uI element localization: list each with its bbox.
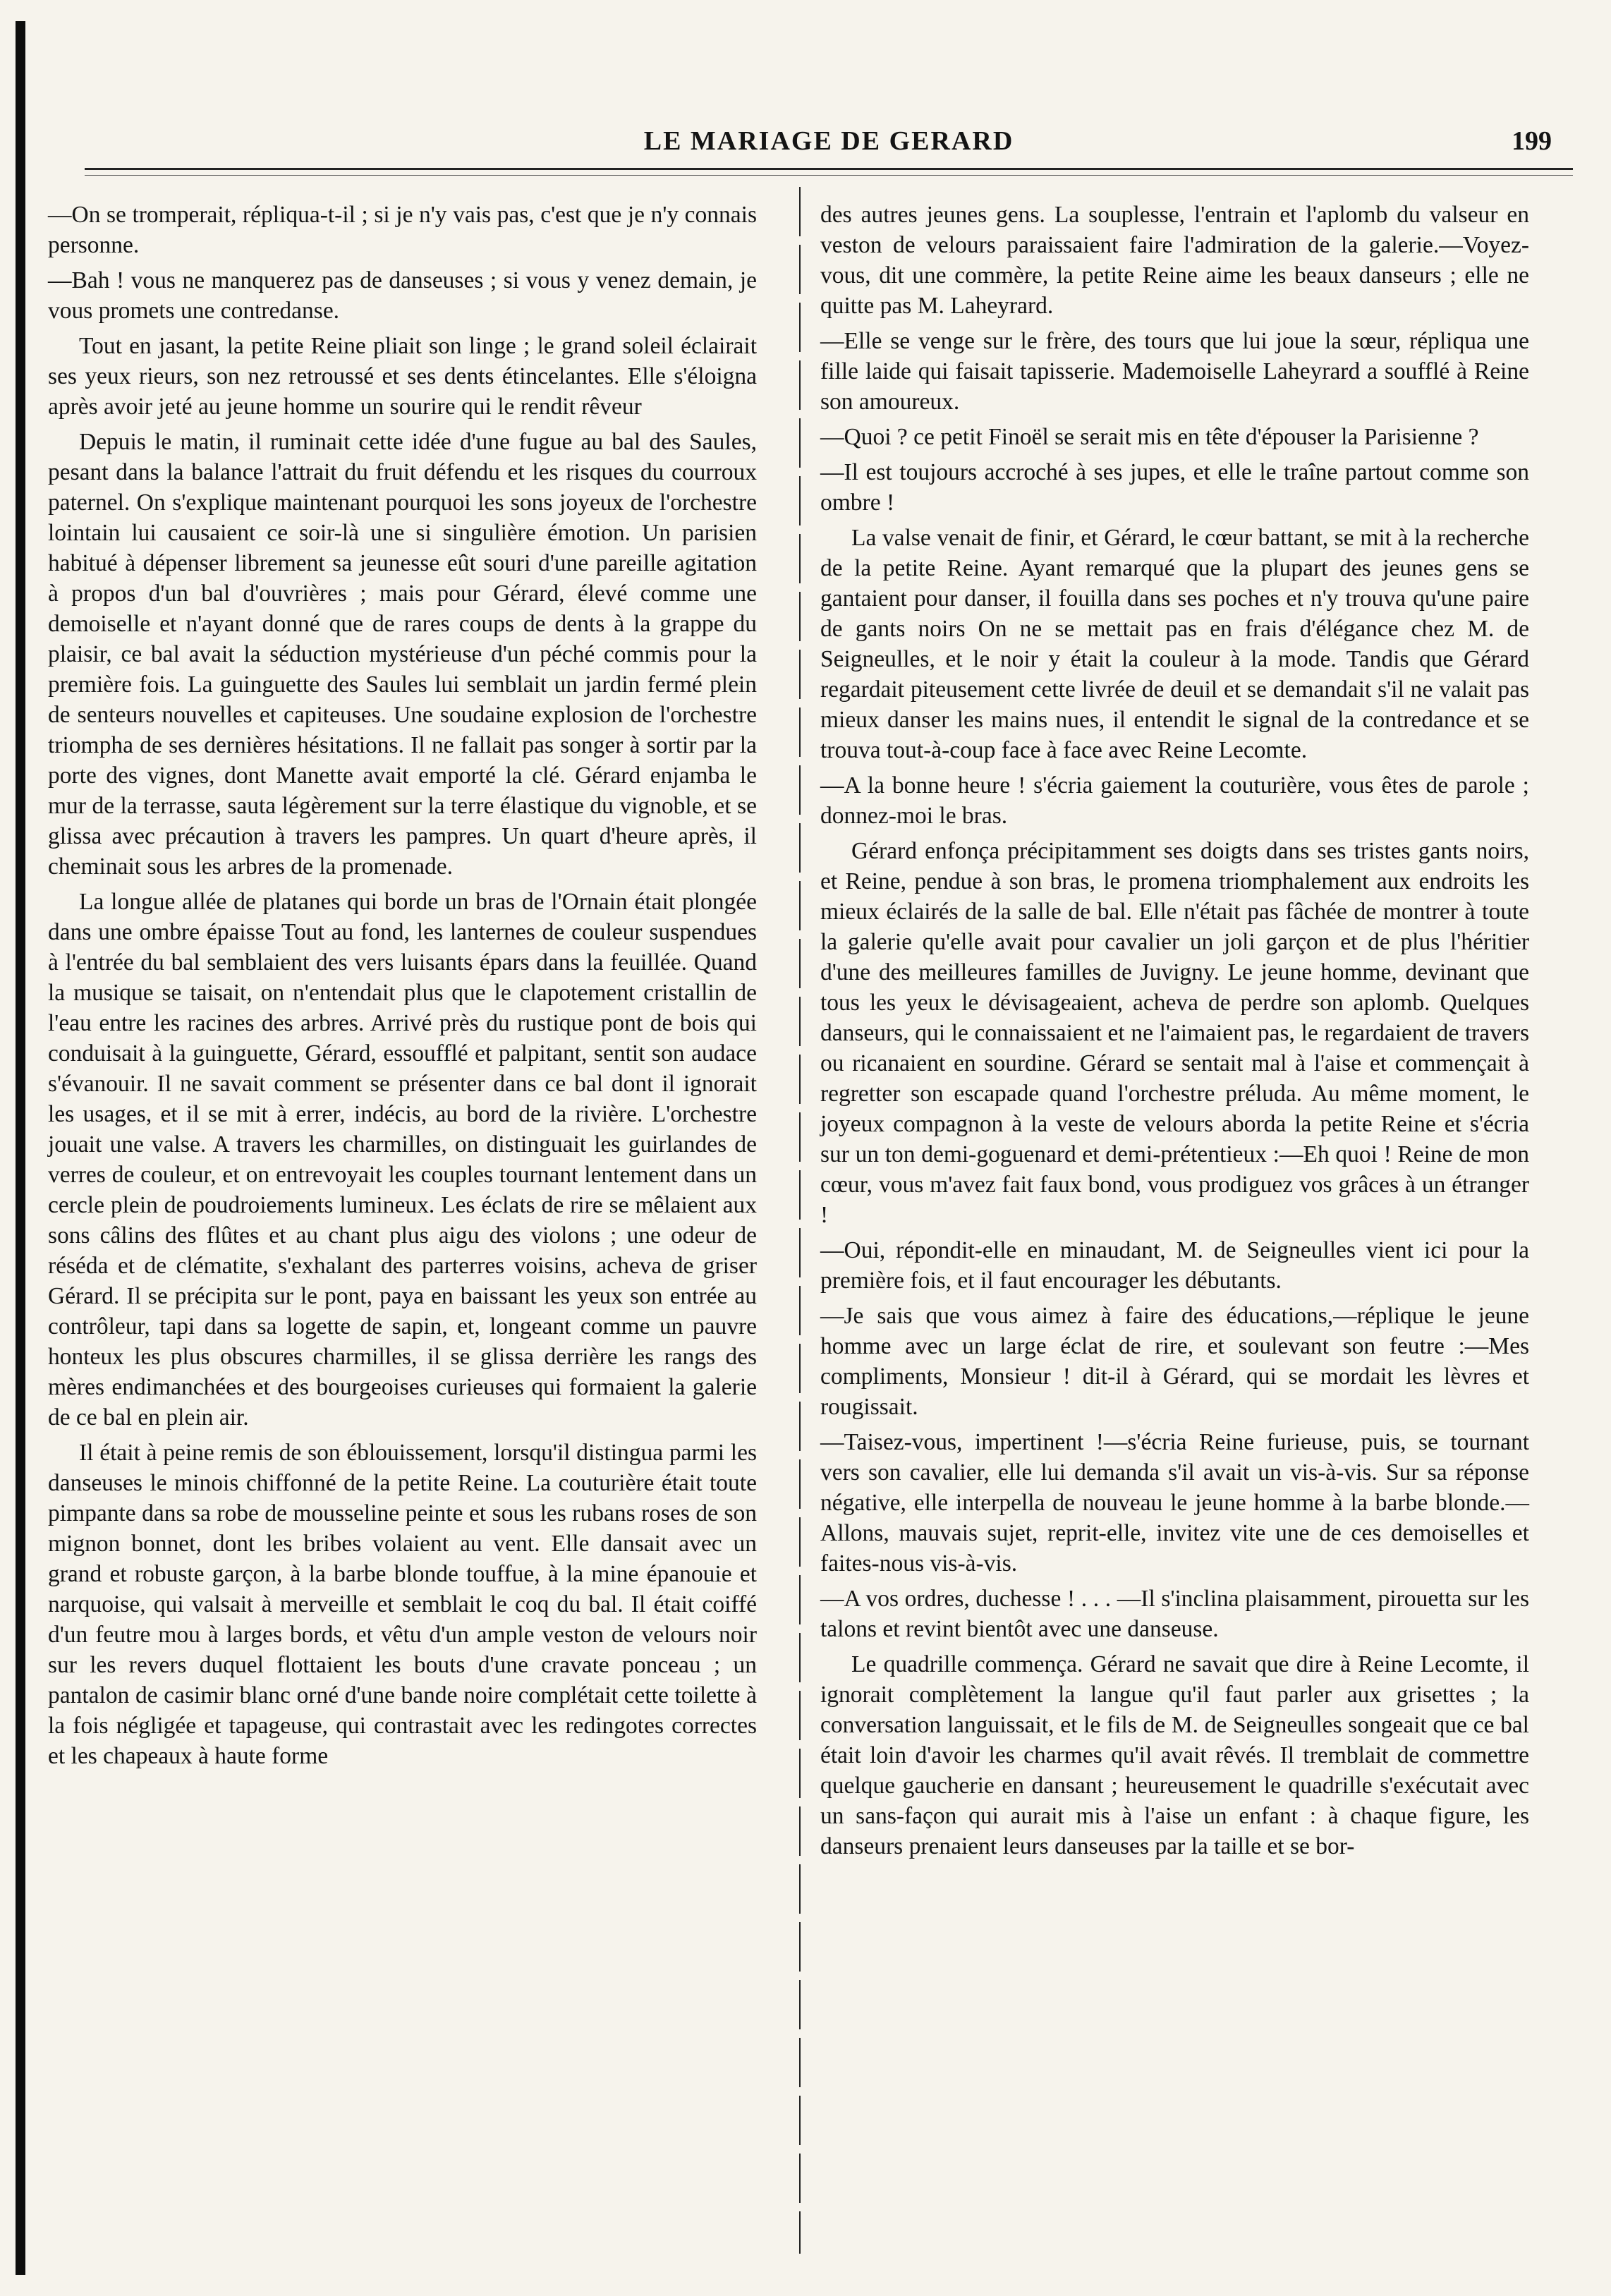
paragraph: —A vos ordres, duchesse ! . . . —Il s'inclina plaisamment, pirouetta sur les talons et revint bientôt avec une danseuse. [820, 1586, 1529, 1642]
paragraph: —On se tromperait, répliqua-t-il ; si je n'y vais pas, c'est que je n'y connais personne. [48, 202, 757, 258]
paragraph: —Elle se venge sur le frère, des tours que lui joue la sœur, répliqua une fille laide qui faisait tapisserie. Mademoiselle Laheyrard a soufflé à Reine son amoureux. [820, 328, 1529, 415]
page-number: 199 [1512, 126, 1552, 156]
paragraph: —Taisez-vous, impertinent !—s'écria Reine furieuse, puis, se tournant vers son cavalier, elle lui demanda s'il avait un vis-à-vis. Sur sa réponse négative, elle interpella de nouveau le jeune homme à la barbe blonde.—Allons, mauvais sujet, reprit-elle, invitez vite une de ces demoiselles et faites-nous vis-à-vis. [820, 1429, 1529, 1577]
paragraph: —Il est toujours accroché à ses jupes, et elle le traîne partout comme son ombre ! [820, 459, 1529, 516]
header-rule-thin [85, 175, 1573, 176]
paragraph: Gérard enfonça précipitamment ses doigts dans ses tristes gants noirs, et Reine, pendue à son bras, le promena triomphalement aux endroits les mieux éclairés de la salle de bal. Elle n'était pas fâchée de montrer à toute la galerie qu'elle avait pour cavalier un joli garçon et de plus l'héritier d'une des meilleures familles de Juvigny. Le jeune homme, devinant que tous les yeux le dévisageaient, acheva de perdre son aplomb. Quelques danseurs, qui le connaissaient et ne l'aimaient pas, le regardaient de travers ou ricanaient en sourdine. Gérard se sentait mal à l'aise et commençait à regretter son escapade quand l'orchestre préluda. Au même moment, le joyeux compagnon à la veste de velours aborda la petite Reine et s'écria sur un ton demi-goguenard et demi-prétentieux :—Eh quoi ! Reine de mon cœur, vous m'avez fait faux bond, vous prodiguez vos grâces à un étranger ! [820, 838, 1529, 1228]
paragraph: Depuis le matin, il ruminait cette idée d'une fugue au bal des Saules, pesant dans la balance l'attrait du fruit défendu et les risques du courroux paternel. On s'explique maintenant pourquoi les sons joyeux de l'orchestre lointain lui causaient ce soir-là une si singulière émotion. Un parisien habitué à dépenser librement sa jeunesse eût souri d'une pareille agitation à propos d'un bal d'ouvrières ; mais pour Gérard, élevé comme une demoiselle et n'ayant donné que de rares coups de dents à la grappe du plaisir, ce bal avait la séduction mystérieuse d'un péché commis pour la première fois. La guinguette des Saules lui semblait un jardin fermé plein de senteurs nouvelles et capiteuses. Une soudaine explosion de l'orchestre triompha de ses dernières hésitations. Il ne fallait pas songer à sortir par la porte des vignes, dont Manette avait emporté la clé. Gérard enjamba le mur de la terrasse, sauta légèrement sur la terre élastique du vignoble, et se glissa avec précaution à travers les pampres. Un quart d'heure après, il cheminait sous les arbres de la promenade. [48, 429, 757, 880]
paragraph: Il était à peine remis de son éblouissement, lorsqu'il distingua parmi les danseuses le minois chiffonné de la petite Reine. La couturière était toute pimpante dans sa robe de mousseline peinte et sous les rubans roses de son mignon bonnet, dont les bribes volaient au vent. Elle dansait avec un grand et robuste garçon, à la barbe blonde touffue, à la mine épanouie et narquoise, qui valsait à merveille et semblait le coq du bal. Il était coiffé d'un feutre mou à larges bords, et vêtu d'un ample veston de velours noir sur les revers duquel flottaient les bouts d'une cravate ponceau ; un pantalon de casimir blanc orné d'une bande noire complétait cette toilette à la fois négligée et tapageuse, qui contrastait avec les redingotes correctes et les chapeaux à haute forme [48, 1440, 757, 1769]
binding-edge-bar [16, 21, 25, 2275]
paragraph: —Oui, répondit-elle en minaudant, M. de Seigneulles vient ici pour la première fois, et il faut encourager les débutants. [820, 1237, 1529, 1294]
header-rule [85, 168, 1573, 170]
paragraph: La valse venait de finir, et Gérard, le cœur battant, se mit à la recherche de la petite Reine. Ayant remarqué que la plupart des jeunes gens se gantaient pour danser, il fouilla dans ses poches et n'y trouva qu'une paire de gants noirs On ne se mettait pas en frais d'élégance chez M. de Seigneulles, et le noir y était la couleur à la mode. Tandis que Gérard regardait piteusement cette livrée de deuil et se demandait s'il ne valait pas mieux danser les mains nues, il entendit le signal de la contredance et se trouva tout-à-coup face à face avec Reine Lecomte. [820, 525, 1529, 763]
paragraph: Tout en jasant, la petite Reine pliait son linge ; le grand soleil éclairait ses yeux rieurs, son nez retroussé et ses dents étincelantes. Elle s'éloigna après avoir jeté au jeune homme un sourire qui le rendit rêveur [48, 333, 757, 420]
paragraph: —Je sais que vous aimez à faire des éducations,—réplique le jeune homme avec un large éclat de rire, et soulevant son feutre :—Mes compliments, Monsieur ! dit-il à Gérard, qui se mordait les lèvres et rougissait. [820, 1303, 1529, 1420]
left-column [48, 200, 757, 1776]
paragraph: —Quoi ? ce petit Finoël se serait mis en tête d'épouser la Parisienne ? [820, 424, 1479, 450]
running-title: LE MARIAGE DE GERARD [643, 126, 1014, 156]
paragraph: des autres jeunes gens. La souplesse, l'entrain et l'aplomb du valseur en veston de velours paraissaient faire l'admiration de la galerie.—Voyez-vous, dit une commère, la petite Reine aime les beaux danseurs ; elle ne quitte pas M. Laheyrard. [820, 202, 1529, 319]
paragraph: Le quadrille commença. Gérard ne savait que dire à Reine Lecomte, il ignorait complètement la langue qu'il faut parler aux grisettes ; la conversation languissait, et le fils de M. de Seigneulles songeait que ce bal était loin d'avoir les charmes qu'il avait rêvés. Il tremblait de commettre quelque gaucherie en dansant ; heureusement le quadrille s'exécutait avec un sans-façon qui aurait mis à l'aise un enfant : à chaque figure, les danseurs prenaient leurs danseuses par la taille et se bor- [820, 1651, 1529, 1859]
paragraph: —A la bonne heure ! s'écria gaiement la couturière, vous êtes de parole ; donnez-moi le bras. [820, 772, 1529, 829]
page-header [85, 126, 1573, 168]
right-column [820, 200, 1529, 1866]
paragraph: La longue allée de platanes qui borde un bras de l'Ornain était plongée dans une ombre épaisse Tout au fond, les lanternes de couleur suspendues à l'entrée du bal semblaient des vers luisants épars dans la feuillée. Quand la musique se taisait, on n'entendait plus que le clapotement cristallin de l'eau entre les racines des arbres. Arrivé près du rustique pont de bois qui conduisait à la guinguette, Gérard, essoufflé et palpitant, sentit son audace s'évanouir. Il ne savait comment se présenter dans ce bal dont il ignorait les usages, et il se mit à errer, indécis, au bord de la rivière. L'orchestre jouait une valse. A travers les charmilles, on distinguait les guirlandes de verres de couleur, et on entrevoyait les couples tournant lentement dans un cercle plein de poudroiements lumineux. Les éclats de rire se mêlaient aux sons câlins des flûtes et au chant plus aigu des violons ; une odeur de réséda et de clématite, s'exhalant des parterres voisins, acheva de griser Gérard. Il se précipita sur le pont, paya en baissant les yeux son entrée au contrôleur, tapi dans sa logette de sapin, et, longeant comme un pauvre honteux les plus obscures charmilles, il se glissa derrière les rangs des mères endimanchées et des bourgeoises curieuses qui formaient la galerie de ce bal en plein air. [48, 889, 757, 1431]
paragraph: —Bah ! vous ne manquerez pas de danseuses ; si vous y venez demain, je vous promets une contredanse. [48, 267, 757, 324]
column-divider [799, 187, 801, 2254]
